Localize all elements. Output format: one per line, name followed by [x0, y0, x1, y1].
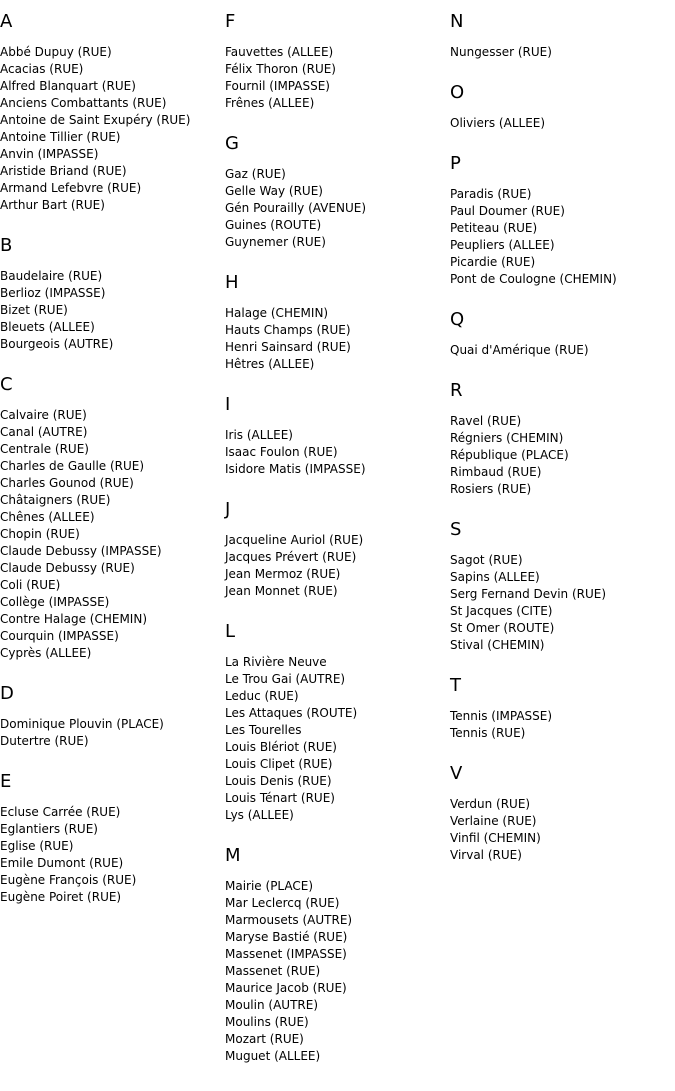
street-item: Dutertre (RUE) — [0, 734, 89, 748]
street-item: Maryse Bastié (RUE) — [225, 930, 348, 944]
street-item: Hêtres (ALLEE) — [225, 357, 315, 371]
street-item: Louis Clipet (RUE) — [225, 757, 333, 771]
street-list — [0, 268, 225, 353]
street-item: Armand Lefebvre (RUE) — [0, 181, 142, 195]
street-item: Louis Denis (RUE) — [225, 774, 332, 788]
letter-heading: B — [0, 235, 13, 256]
letter-group — [225, 498, 450, 600]
letter-heading: T — [450, 675, 461, 696]
street-item: Virval (RUE) — [450, 848, 522, 862]
street-list — [0, 44, 225, 214]
street-item: Anciens Combattants (RUE) — [0, 96, 167, 110]
letter-heading: L — [225, 621, 236, 642]
street-item: Claude Debussy (RUE) — [0, 561, 135, 575]
street-item: Rimbaud (RUE) — [450, 465, 542, 479]
street-item: Eugène Poiret (RUE) — [0, 890, 122, 904]
letter-group — [0, 682, 225, 750]
street-item: Peupliers (ALLEE) — [450, 238, 555, 252]
street-list — [0, 804, 225, 906]
street-item: Verdun (RUE) — [450, 797, 531, 811]
street-item: Louis Ténart (RUE) — [225, 791, 335, 805]
street-item: Massenet (RUE) — [225, 964, 321, 978]
street-item: Les Tourelles — [225, 723, 302, 737]
street-item: Antoine Tillier (RUE) — [0, 130, 121, 144]
letter-group — [225, 393, 450, 478]
letter-group — [450, 308, 675, 359]
street-list — [225, 532, 450, 600]
letter-heading: J — [225, 499, 231, 520]
street-item: Charles Gounod (RUE) — [0, 476, 134, 490]
letter-group — [450, 518, 675, 654]
street-item: Anvin (IMPASSE) — [0, 147, 99, 161]
letter-group — [450, 81, 675, 132]
street-item: Baudelaire (RUE) — [0, 269, 103, 283]
index-column — [450, 10, 675, 884]
street-item: Petiteau (RUE) — [450, 221, 538, 235]
street-item: Henri Sainsard (RUE) — [225, 340, 351, 354]
letter-group — [225, 844, 450, 1065]
letter-heading: H — [225, 272, 239, 293]
street-item: Mar Leclercq (RUE) — [225, 896, 340, 910]
street-item: Oliviers (ALLEE) — [450, 116, 546, 130]
letter-heading: O — [450, 82, 465, 103]
street-item: Dominique Plouvin (PLACE) — [0, 717, 164, 731]
street-item: Centrale (RUE) — [0, 442, 89, 456]
street-item: La Rivière Neuve — [225, 655, 327, 669]
letter-heading: E — [0, 771, 12, 792]
street-list — [450, 552, 675, 654]
street-item: Cyprès (ALLEE) — [0, 646, 92, 660]
street-item: Félix Thoron (RUE) — [225, 62, 336, 76]
letter-heading: V — [450, 763, 463, 784]
street-item: Le Trou Gai (AUTRE) — [225, 672, 346, 686]
letter-group — [225, 271, 450, 373]
street-item: Mairie (PLACE) — [225, 879, 314, 893]
street-list — [225, 166, 450, 251]
street-item: Paradis (RUE) — [450, 187, 532, 201]
street-item: Verlaine (RUE) — [450, 814, 537, 828]
letter-group — [450, 762, 675, 864]
street-list — [450, 413, 675, 498]
letter-group — [225, 10, 450, 112]
street-item: Eglise (RUE) — [0, 839, 74, 853]
letter-heading: I — [225, 394, 231, 415]
letter-group — [450, 10, 675, 61]
street-list — [450, 708, 675, 742]
street-item: Leduc (RUE) — [225, 689, 299, 703]
street-list — [225, 305, 450, 373]
letter-heading: M — [225, 845, 241, 866]
letter-group — [450, 674, 675, 742]
letter-heading: D — [0, 683, 14, 704]
street-item: Guynemer (RUE) — [225, 235, 326, 249]
street-item: Hauts Champs (RUE) — [225, 323, 351, 337]
street-list — [225, 427, 450, 478]
street-item: Marmousets (AUTRE) — [225, 913, 353, 927]
street-item: Gén Pourailly (AVENUE) — [225, 201, 366, 215]
street-item: Jean Monnet (RUE) — [225, 584, 338, 598]
street-item: St Jacques (CITE) — [450, 604, 553, 618]
street-item: Serg Fernand Devin (RUE) — [450, 587, 607, 601]
street-item: Ecluse Carrée (RUE) — [0, 805, 121, 819]
street-item: Claude Debussy (IMPASSE) — [0, 544, 162, 558]
street-item: Eugène François (RUE) — [0, 873, 137, 887]
street-item: Eglantiers (RUE) — [0, 822, 98, 836]
street-item: Rosiers (RUE) — [450, 482, 532, 496]
street-item: Muguet (ALLEE) — [225, 1049, 321, 1063]
street-item: Iris (ALLEE) — [225, 428, 293, 442]
street-item: Chopin (RUE) — [0, 527, 80, 541]
street-item: Canal (AUTRE) — [0, 425, 88, 439]
street-item: Jean Mermoz (RUE) — [225, 567, 341, 581]
letter-group — [450, 152, 675, 288]
street-list — [450, 796, 675, 864]
street-item: Arthur Bart (RUE) — [0, 198, 105, 212]
letter-group — [0, 234, 225, 353]
street-item: St Omer (ROUTE) — [450, 621, 555, 635]
street-item: Sapins (ALLEE) — [450, 570, 540, 584]
street-item: Antoine de Saint Exupéry (RUE) — [0, 113, 191, 127]
street-item: Charles de Gaulle (RUE) — [0, 459, 145, 473]
street-item: Bleuets (ALLEE) — [0, 320, 95, 334]
letter-heading: P — [450, 153, 461, 174]
street-item: Vinfil (CHEMIN) — [450, 831, 541, 845]
street-item: Coli (RUE) — [0, 578, 61, 592]
street-item: Abbé Dupuy (RUE) — [0, 45, 112, 59]
street-item: Ravel (RUE) — [450, 414, 522, 428]
street-list — [225, 44, 450, 112]
street-item: Collège (IMPASSE) — [0, 595, 110, 609]
street-item: Tennis (RUE) — [450, 726, 526, 740]
letter-heading: S — [450, 519, 462, 540]
street-item: Régniers (CHEMIN) — [450, 431, 564, 445]
letter-group — [225, 132, 450, 251]
street-list — [0, 716, 225, 750]
street-item: Chênes (ALLEE) — [0, 510, 95, 524]
street-item: Sagot (RUE) — [450, 553, 523, 567]
street-item: République (PLACE) — [450, 448, 569, 462]
street-item: Louis Blériot (RUE) — [225, 740, 337, 754]
street-item: Gelle Way (RUE) — [225, 184, 323, 198]
street-item: Moulin (AUTRE) — [225, 998, 318, 1012]
street-item: Bizet (RUE) — [0, 303, 68, 317]
street-list — [225, 654, 450, 824]
street-item: Quai d'Amérique (RUE) — [450, 343, 589, 357]
street-item: Gaz (RUE) — [225, 167, 286, 181]
street-list — [0, 407, 225, 662]
street-item: Lys (ALLEE) — [225, 808, 294, 822]
street-item: Halage (CHEMIN) — [225, 306, 329, 320]
street-item: Emile Dumont (RUE) — [0, 856, 124, 870]
index-column — [0, 10, 225, 926]
street-item: Fournil (IMPASSE) — [225, 79, 330, 93]
street-item: Bourgeois (AUTRE) — [0, 337, 114, 351]
letter-heading: R — [450, 380, 463, 401]
street-item: Isaac Foulon (RUE) — [225, 445, 338, 459]
letter-group — [225, 620, 450, 824]
street-item: Paul Doumer (RUE) — [450, 204, 565, 218]
street-list — [450, 44, 675, 61]
street-item: Jacqueline Auriol (RUE) — [225, 533, 364, 547]
street-item: Berlioz (IMPASSE) — [0, 286, 106, 300]
street-item: Les Attaques (ROUTE) — [225, 706, 358, 720]
letter-group — [450, 379, 675, 498]
street-item: Stival (CHEMIN) — [450, 638, 545, 652]
street-list — [225, 878, 450, 1065]
street-list — [450, 115, 675, 132]
street-item: Acacias (RUE) — [0, 62, 84, 76]
letter-heading: N — [450, 11, 464, 32]
letter-heading: C — [0, 374, 13, 395]
street-item: Pont de Coulogne (CHEMIN) — [450, 272, 617, 286]
letter-group — [0, 373, 225, 662]
street-item: Aristide Briand (RUE) — [0, 164, 127, 178]
street-item: Châtaigners (RUE) — [0, 493, 111, 507]
street-item: Nungesser (RUE) — [450, 45, 552, 59]
letter-heading: Q — [450, 309, 465, 330]
letter-heading: G — [225, 133, 239, 154]
street-item: Contre Halage (CHEMIN) — [0, 612, 147, 626]
street-item: Calvaire (RUE) — [0, 408, 87, 422]
index-column — [225, 10, 450, 1085]
street-item: Moulins (RUE) — [225, 1015, 309, 1029]
street-item: Frênes (ALLEE) — [225, 96, 315, 110]
letter-heading: F — [225, 11, 236, 32]
street-item: Alfred Blanquart (RUE) — [0, 79, 136, 93]
street-item: Jacques Prévert (RUE) — [225, 550, 357, 564]
street-item: Courquin (IMPASSE) — [0, 629, 119, 643]
street-item: Picardie (RUE) — [450, 255, 536, 269]
street-item: Maurice Jacob (RUE) — [225, 981, 347, 995]
street-list — [450, 186, 675, 288]
street-item: Mozart (RUE) — [225, 1032, 304, 1046]
street-item: Fauvettes (ALLEE) — [225, 45, 334, 59]
street-item: Isidore Matis (IMPASSE) — [225, 462, 366, 476]
letter-group — [0, 10, 225, 214]
letter-heading: A — [0, 11, 13, 32]
street-list — [450, 342, 675, 359]
street-item: Guines (ROUTE) — [225, 218, 322, 232]
letter-group — [0, 770, 225, 906]
street-item: Massenet (IMPASSE) — [225, 947, 347, 961]
street-item: Tennis (IMPASSE) — [450, 709, 553, 723]
